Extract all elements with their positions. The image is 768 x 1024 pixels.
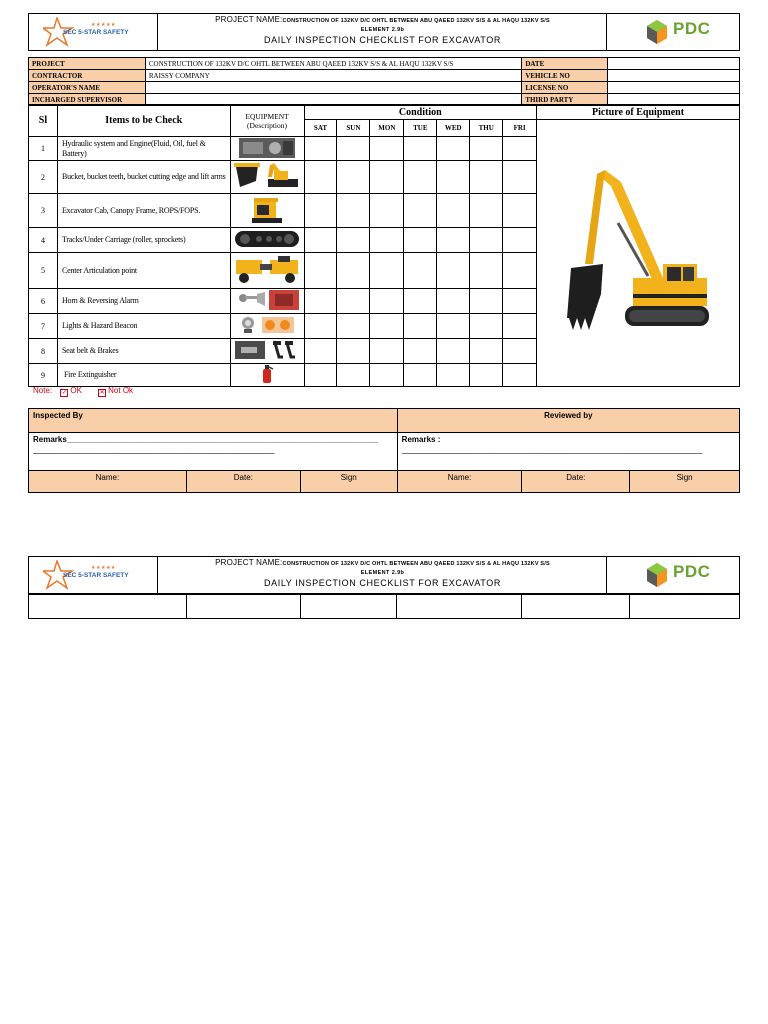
page-header: [28, 13, 740, 51]
document-title: DAILY INSPECTION CHECKLIST FOR EXCAVATOR: [264, 35, 501, 45]
item-sl: 9: [29, 364, 58, 387]
reviewer-date-field[interactable]: Date:: [522, 471, 630, 493]
check-cell[interactable]: [470, 137, 503, 161]
check-cell[interactable]: [503, 228, 537, 253]
continuation-row: [28, 594, 740, 619]
day-header: SUN: [337, 120, 370, 137]
inspector-name-field[interactable]: Name:: [29, 471, 187, 493]
check-cell[interactable]: [437, 314, 470, 339]
item-text: Lights & Hazard Beacon: [57, 314, 230, 339]
empty-cell[interactable]: [630, 595, 740, 619]
check-cell[interactable]: [470, 253, 503, 289]
vehicle-no-label: VEHICLE NO: [522, 70, 608, 82]
item-text: Horn & Reversing Alarm: [57, 289, 230, 314]
check-cell[interactable]: [503, 289, 537, 314]
day-header: THU: [470, 120, 503, 137]
check-cell[interactable]: [304, 137, 337, 161]
extinguisher-icon: [230, 364, 304, 387]
item-text: Seat belt & Brakes: [57, 339, 230, 364]
beacon-icon: [230, 314, 304, 339]
license-no-field[interactable]: [608, 82, 740, 94]
check-cell[interactable]: [437, 137, 470, 161]
project-name-line: PROJECT NAME:CONSTRUCTION OF 132KV D/C OHTL BETWEEN ABU QAEED 132KV S/S & AL HAQU 132KV S/S: [215, 15, 550, 24]
check-cell[interactable]: [304, 339, 337, 364]
pdc-logo: [643, 561, 723, 589]
engine-icon: [230, 137, 304, 161]
reviewer-remarks[interactable]: Remarks : ____________________________________________________________________________: [397, 433, 739, 471]
check-cell[interactable]: [503, 253, 537, 289]
item-text: Bucket, bucket teeth, bucket cutting edge and lift arms: [57, 161, 230, 194]
item-text: Tracks/Under Carriage (roller, sprockets): [57, 228, 230, 253]
reviewer-sign-field[interactable]: Sign: [630, 471, 740, 493]
sec-5-star-safety-logo: ★★★★★ SEC 5-STAR SAFETY: [43, 560, 147, 590]
reviewer-remarks-label: Remarks :: [401, 435, 441, 444]
check-cell[interactable]: [304, 228, 337, 253]
item-sl: 7: [29, 314, 58, 339]
project-label: PROJECT: [29, 58, 146, 70]
ok-checkbox-icon: ✓: [61, 390, 67, 396]
page-header-repeat: [28, 556, 740, 594]
contractor-value[interactable]: RAISSY COMPANY: [145, 70, 521, 82]
check-cell[interactable]: [370, 228, 404, 253]
check-cell[interactable]: [304, 253, 337, 289]
pdc-logo-cell: [606, 557, 739, 593]
sec-logo-cell: [29, 14, 158, 50]
contractor-label: CONTRACTOR: [29, 70, 146, 82]
day-header: WED: [437, 120, 470, 137]
pdc-logo-text: PDC: [673, 562, 711, 581]
day-header: FRI: [503, 120, 537, 137]
item-sl: 3: [29, 194, 58, 228]
inspector-remarks[interactable]: Remarks______________________________________________________________________ _____________________________________________________________: [29, 433, 398, 471]
check-cell[interactable]: [437, 228, 470, 253]
check-cell[interactable]: [370, 137, 404, 161]
empty-cell[interactable]: [29, 595, 187, 619]
checklist-table: [28, 104, 740, 387]
check-cell[interactable]: [404, 339, 437, 364]
check-cell[interactable]: [470, 194, 503, 228]
item-sl: 6: [29, 289, 58, 314]
check-cell[interactable]: [503, 161, 537, 194]
item-text: Excavator Cab, Canopy Frame, ROPS/FOPS.: [57, 194, 230, 228]
condition-header: Condition: [304, 105, 537, 120]
articulation-icon: [230, 253, 304, 289]
inspector-sign-field[interactable]: Sign: [300, 471, 397, 493]
seatbelt-icon: [230, 339, 304, 364]
vehicle-no-field[interactable]: [608, 70, 740, 82]
check-cell[interactable]: [370, 339, 404, 364]
legend-note: [33, 386, 133, 397]
info-table: [28, 57, 740, 106]
check-cell[interactable]: [337, 228, 370, 253]
check-cell[interactable]: [503, 364, 537, 387]
check-cell[interactable]: [404, 364, 437, 387]
check-cell[interactable]: [304, 194, 337, 228]
check-cell[interactable]: [470, 161, 503, 194]
operator-name-field[interactable]: [145, 82, 521, 94]
reviewed-by-header: Reviewed by: [397, 409, 739, 433]
item-text: Fire Extinguisher: [57, 364, 230, 387]
sec-logo-text: SEC 5-STAR SAFETY: [63, 572, 129, 579]
check-cell[interactable]: [337, 314, 370, 339]
check-cell[interactable]: [404, 161, 437, 194]
item-sl: 2: [29, 161, 58, 194]
check-cell[interactable]: [370, 194, 404, 228]
project-value[interactable]: CONSTRUCTION OF 132KV D/C OHTL BETWEEN ABU QAEED 132KV S/S & AL HAQU 132KV S/S: [145, 58, 521, 70]
check-cell[interactable]: [404, 314, 437, 339]
check-cell[interactable]: [470, 228, 503, 253]
check-cell[interactable]: [470, 364, 503, 387]
check-cell[interactable]: [370, 314, 404, 339]
ok-label: OK: [70, 386, 82, 395]
empty-cell[interactable]: [397, 595, 522, 619]
pdc-logo-text: PDC: [673, 19, 711, 38]
check-cell[interactable]: [437, 364, 470, 387]
check-cell[interactable]: [370, 289, 404, 314]
excavator-picture-cell: [537, 120, 740, 387]
inspector-remarks-label: Remarks: [33, 435, 67, 444]
check-cell[interactable]: [404, 289, 437, 314]
check-cell[interactable]: [437, 194, 470, 228]
check-cell[interactable]: [304, 364, 337, 387]
check-cell[interactable]: [337, 194, 370, 228]
check-cell[interactable]: [304, 289, 337, 314]
equipment-header: EQUIPMENT (Description): [230, 105, 304, 137]
sec-logo-cell: [29, 557, 158, 593]
date-label: DATE: [522, 58, 608, 70]
check-cell[interactable]: [337, 289, 370, 314]
check-cell[interactable]: [337, 161, 370, 194]
check-cell[interactable]: [337, 253, 370, 289]
sec-logo-text: SEC 5-STAR SAFETY: [63, 29, 129, 36]
items-header: Items to be Check: [57, 105, 230, 137]
check-cell[interactable]: [503, 137, 537, 161]
check-cell[interactable]: [337, 137, 370, 161]
element-label: ELEMENT 2.9b: [360, 27, 405, 33]
project-name-line: PROJECT NAME:CONSTRUCTION OF 132KV D/C OHTL BETWEEN ABU QAEED 132KV S/S & AL HAQU 132KV S/S: [215, 558, 550, 567]
excavator-picture: [563, 168, 713, 338]
check-cell[interactable]: [337, 339, 370, 364]
check-cell[interactable]: [503, 314, 537, 339]
item-sl: 8: [29, 339, 58, 364]
check-cell[interactable]: [470, 314, 503, 339]
license-no-label: LICENSE NO: [522, 82, 608, 94]
header-center: [158, 557, 607, 593]
date-field[interactable]: [608, 58, 740, 70]
element-label: ELEMENT 2.9b: [360, 570, 405, 576]
check-cell[interactable]: [437, 339, 470, 364]
day-header: MON: [370, 120, 404, 137]
check-cell[interactable]: [370, 161, 404, 194]
check-cell[interactable]: [370, 253, 404, 289]
empty-cell[interactable]: [522, 595, 630, 619]
picture-header: Picture of Equipment: [537, 105, 740, 120]
check-cell[interactable]: [337, 364, 370, 387]
horn-icon: [230, 289, 304, 314]
check-cell[interactable]: [470, 289, 503, 314]
sec-5-star-safety-logo: ★★★★★ SEC 5-STAR SAFETY: [43, 17, 147, 47]
note-label: Note:: [33, 386, 53, 395]
check-cell[interactable]: [370, 364, 404, 387]
header-center: [158, 14, 607, 50]
item-text: Hydraulic system and Engine(Fluid, Oil, fuel & Battery): [57, 137, 230, 161]
day-header: SAT: [304, 120, 337, 137]
not-ok-checkbox-icon: ✕: [99, 390, 105, 396]
check-cell[interactable]: [404, 137, 437, 161]
check-cell[interactable]: [503, 339, 537, 364]
check-cell[interactable]: [437, 161, 470, 194]
empty-cell[interactable]: [300, 595, 397, 619]
not-ok-label: Not Ok: [108, 386, 134, 395]
check-cell[interactable]: [503, 194, 537, 228]
check-cell[interactable]: [304, 161, 337, 194]
pdc-logo: [643, 18, 723, 46]
bucket-icon: [230, 161, 304, 194]
item-sl: 5: [29, 253, 58, 289]
cab-icon: [230, 194, 304, 228]
day-header: TUE: [404, 120, 437, 137]
operator-name-label: OPERATOR'S NAME: [29, 82, 146, 94]
item-text: Center Articulation point: [57, 253, 230, 289]
inspector-date-field[interactable]: Date:: [186, 471, 300, 493]
item-sl: 4: [29, 228, 58, 253]
sl-header: Sl: [29, 105, 58, 137]
tracks-icon: [230, 228, 304, 253]
inspected-by-header: Inspected By: [29, 409, 398, 433]
reviewer-name-field[interactable]: Name:: [397, 471, 522, 493]
pdc-logo-cell: [606, 14, 739, 50]
item-sl: 1: [29, 137, 58, 161]
check-cell[interactable]: [404, 194, 437, 228]
check-cell[interactable]: [404, 228, 437, 253]
incharged-supervisor-label: INCHARGED SUPERVISOR: [29, 94, 146, 106]
check-cell[interactable]: [437, 289, 470, 314]
document-title: DAILY INSPECTION CHECKLIST FOR EXCAVATOR: [264, 578, 501, 588]
check-cell[interactable]: [437, 253, 470, 289]
inspection-table: [28, 408, 740, 493]
third-party-label: THIRD PARTY: [522, 94, 608, 106]
check-cell[interactable]: [404, 253, 437, 289]
check-cell[interactable]: [304, 314, 337, 339]
empty-cell[interactable]: [186, 595, 300, 619]
check-cell[interactable]: [470, 339, 503, 364]
